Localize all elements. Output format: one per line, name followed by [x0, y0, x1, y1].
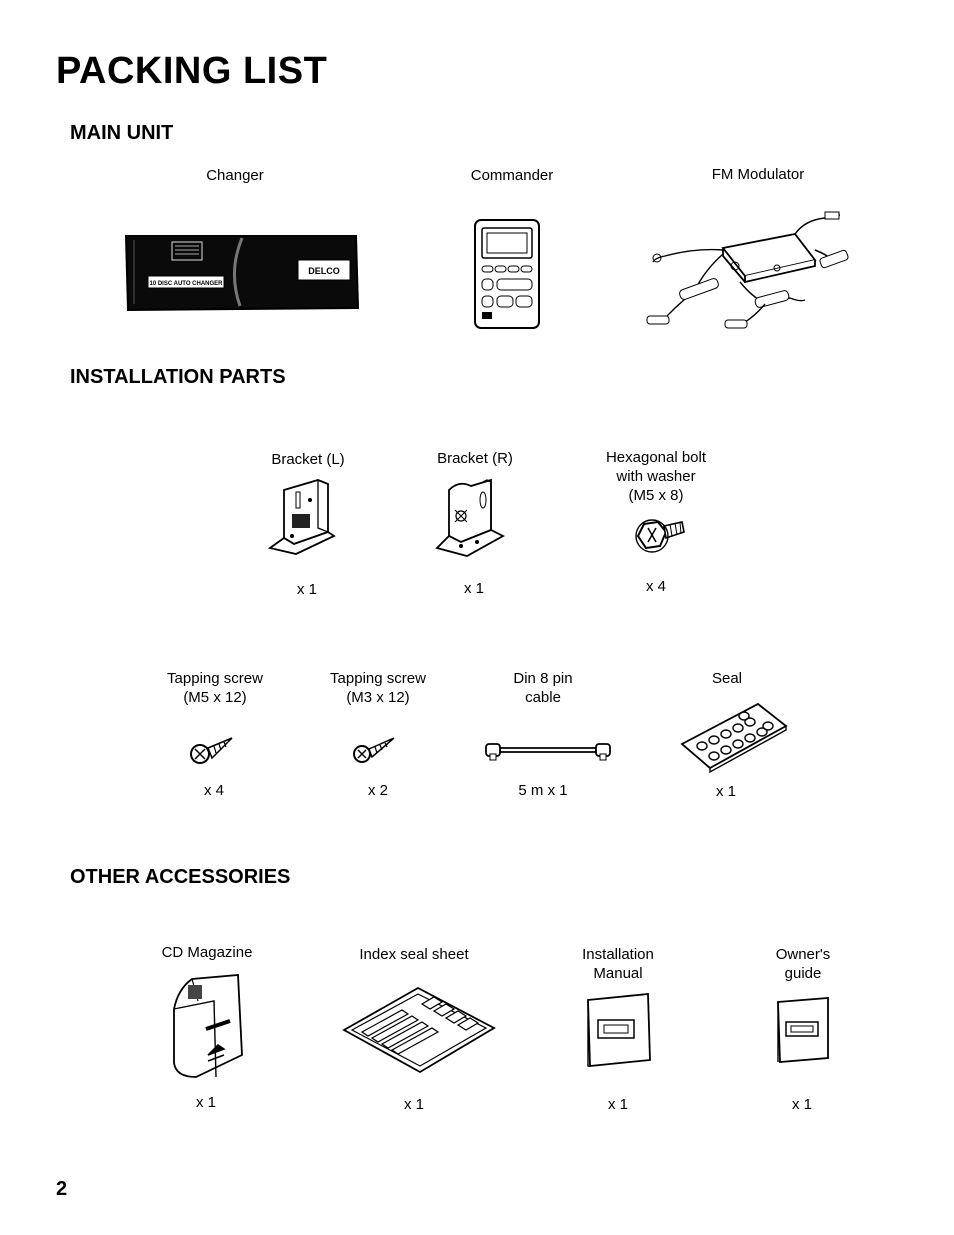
- tapping-screw-m5-image: [188, 734, 236, 768]
- qty-index-seal-sheet: x 1: [403, 1096, 424, 1113]
- qty-din-cable: 5 m x 1: [518, 782, 568, 799]
- section-heading-installation-parts: INSTALLATION PARTS: [70, 366, 286, 388]
- qty-bracket-r: x 1: [463, 580, 484, 597]
- section-heading-main-unit: MAIN UNIT: [70, 122, 174, 144]
- owners-guide-image: [774, 996, 834, 1064]
- item-label-cd-magazine: CD Magazine: [161, 944, 253, 961]
- qty-tapping-screw-m3: x 2: [367, 782, 388, 799]
- qty-installation-manual: x 1: [607, 1096, 628, 1113]
- qty-hex-bolt: x 4: [645, 578, 666, 595]
- fm-modulator-image: [645, 210, 845, 335]
- commander-image: [473, 218, 543, 330]
- item-label-fm-modulator: FM Modulator: [711, 166, 805, 183]
- item-label-bracket-l: Bracket (L): [271, 451, 345, 468]
- item-label-tapping-screw-m3: Tapping screw (M3 x 12): [330, 670, 426, 706]
- page-number: 2: [56, 1178, 68, 1200]
- item-label-hex-bolt: Hexagonal bolt with washer (M5 x 8): [605, 449, 707, 504]
- installation-manual-image: [584, 990, 656, 1070]
- item-label-owners-guide: Owner's guide: [775, 946, 831, 982]
- item-label-din-cable: Din 8 pin cable: [513, 670, 573, 706]
- qty-seal: x 1: [715, 783, 736, 800]
- bracket-l-image: [266, 478, 338, 560]
- changer-brand-text: DELCO: [308, 266, 340, 276]
- index-seal-sheet-image: [342, 984, 497, 1074]
- section-heading-other-accessories: OTHER ACCESSORIES: [70, 866, 291, 888]
- item-label-seal: Seal: [711, 670, 743, 687]
- seal-image: [678, 700, 790, 776]
- cd-magazine-image: [168, 973, 248, 1083]
- item-label-commander: Commander: [470, 167, 554, 184]
- changer-panel-text: 10 DISC AUTO CHANGER: [149, 281, 223, 287]
- hex-bolt-image: [630, 514, 688, 560]
- qty-tapping-screw-m5: x 4: [203, 782, 224, 799]
- qty-owners-guide: x 1: [791, 1096, 812, 1113]
- qty-bracket-l: x 1: [296, 581, 317, 598]
- item-label-bracket-r: Bracket (R): [437, 450, 513, 467]
- item-label-index-seal-sheet: Index seal sheet: [359, 946, 469, 963]
- item-label-changer: Changer: [206, 167, 264, 184]
- page-title: PACKING LIST: [56, 50, 328, 92]
- item-label-installation-manual: Installation Manual: [582, 946, 654, 982]
- din-cable-image: [484, 738, 614, 764]
- tapping-screw-m3-image: [350, 734, 398, 768]
- bracket-r-image: [435, 478, 510, 562]
- qty-cd-magazine: x 1: [195, 1094, 216, 1111]
- item-label-tapping-screw-m5: Tapping screw (M5 x 12): [167, 670, 263, 706]
- changer-image: [120, 232, 365, 312]
